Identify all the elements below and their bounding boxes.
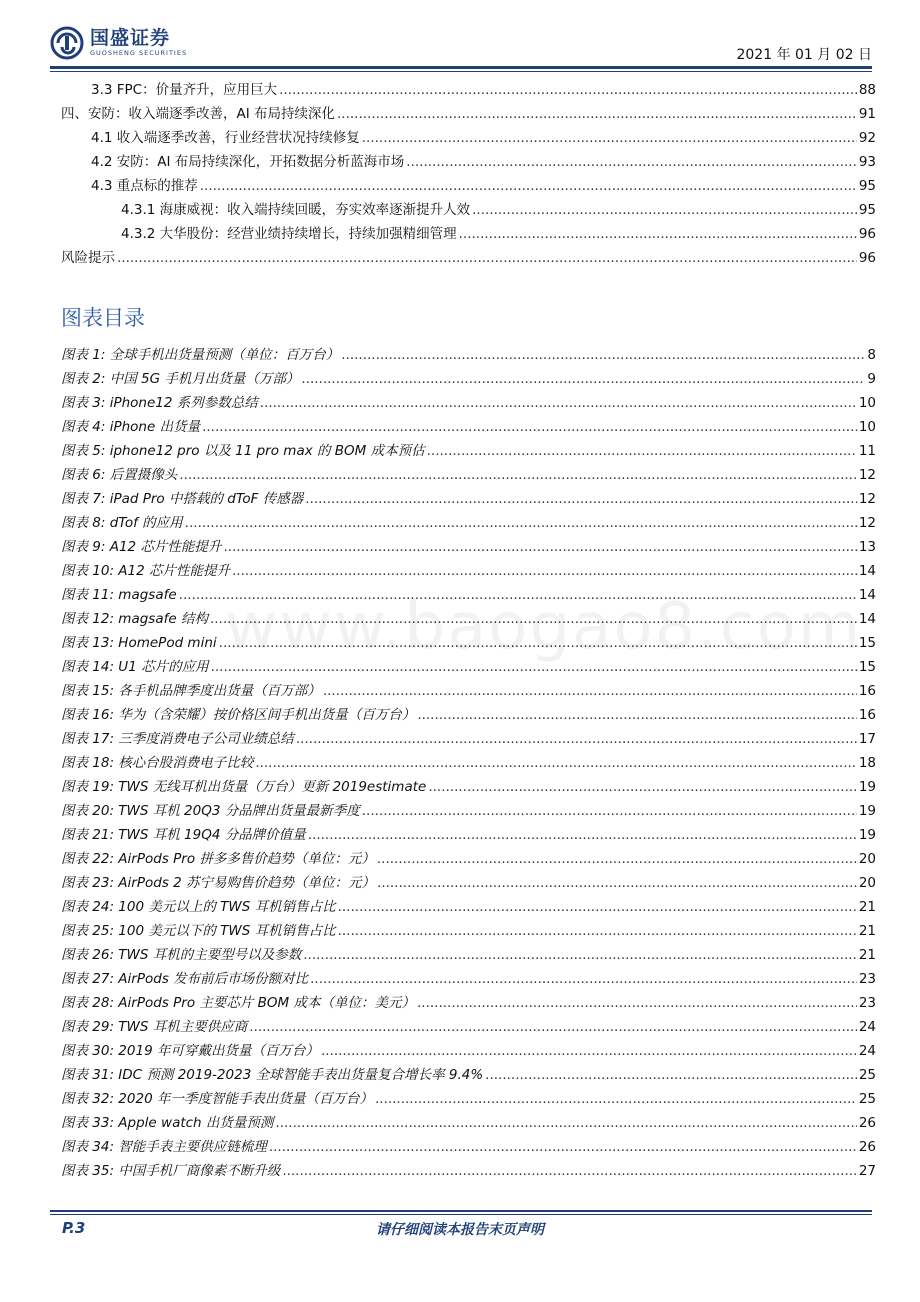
dot-leader <box>117 250 857 266</box>
company-logo <box>50 26 187 60</box>
entry-page-number: 21 <box>858 899 876 915</box>
toc-entry[interactable] <box>61 703 876 727</box>
dot-leader <box>417 995 857 1011</box>
entry-page-number: 13 <box>858 539 876 555</box>
dot-leader <box>377 875 857 891</box>
page-header <box>50 22 872 72</box>
entry-page-number: 9 <box>867 371 876 387</box>
footer-disclaimer: 请仔细阅读本报告末页声明 <box>376 1222 544 1238</box>
dot-leader <box>341 347 865 363</box>
page-number: P.3 <box>62 1219 86 1237</box>
dot-leader <box>323 683 857 699</box>
toc-entry[interactable] <box>61 1159 876 1183</box>
entry-title: 图表 19: TWS 无线耳机出货量（万台）更新 2019estimate <box>61 779 427 795</box>
toc-entry[interactable] <box>61 367 876 391</box>
dot-leader <box>202 419 857 435</box>
dot-leader <box>308 827 857 843</box>
entry-page-number: 25 <box>858 1067 876 1083</box>
entry-title: 4.3.2 大华股份：经营业绩持续增长，持续加强精细管理 <box>121 226 457 242</box>
entry-page-number: 95 <box>858 178 876 194</box>
entry-page-number: 10 <box>858 395 876 411</box>
toc-entry[interactable] <box>61 1135 876 1159</box>
entry-page-number: 23 <box>858 995 876 1011</box>
entry-page-number: 16 <box>858 683 876 699</box>
entry-page-number: 12 <box>858 467 876 483</box>
entry-title: 图表 26: TWS 耳机的主要型号以及参数 <box>61 947 302 963</box>
dot-leader <box>337 106 857 122</box>
dot-leader <box>375 1091 857 1107</box>
entry-page-number: 26 <box>858 1139 876 1155</box>
dot-leader <box>338 899 857 915</box>
entry-title: 图表 15: 各手机品牌季度出货量（百万部） <box>61 683 321 699</box>
entry-title: 4.2 安防：AI 布局持续深化，开拓数据分析蓝海市场 <box>91 154 405 170</box>
dot-leader <box>282 1163 857 1179</box>
toc-entry[interactable] <box>61 343 876 367</box>
toc-entry[interactable] <box>61 847 876 871</box>
entry-title: 图表 23: AirPods 2 苏宁易购售价趋势（单位：元） <box>61 875 376 891</box>
toc-entry[interactable] <box>61 150 876 174</box>
toc-entry[interactable] <box>61 439 876 463</box>
dot-leader <box>362 803 857 819</box>
watermark: www.baogao8.com <box>225 590 863 664</box>
entry-title: 图表 17: 三季度消费电子公司业绩总结 <box>61 731 294 747</box>
toc-entry[interactable] <box>61 102 876 126</box>
dot-leader <box>301 371 865 387</box>
entry-title: 四、安防：收入端逐季改善，AI 布局持续深化 <box>61 106 336 122</box>
toc-entry[interactable] <box>61 1063 876 1087</box>
dot-leader <box>338 923 857 939</box>
dot-leader <box>269 1139 857 1155</box>
dot-leader <box>485 1067 857 1083</box>
entry-title: 3.3 FPC：价量齐升，应用巨大 <box>91 82 278 98</box>
entry-page-number: 11 <box>858 443 876 459</box>
dot-leader <box>255 755 857 771</box>
toc-entry[interactable] <box>61 198 876 222</box>
entry-page-number: 12 <box>858 491 876 507</box>
entry-title: 图表 1: 全球手机出货量预测（单位：百万台） <box>61 347 340 363</box>
entry-page-number: 96 <box>858 250 876 266</box>
entry-title: 图表 20: TWS 耳机 20Q3 分品牌出货量最新季度 <box>61 803 360 819</box>
entry-title: 图表 4: iPhone 出货量 <box>61 419 201 435</box>
entry-title: 图表 32: 2020 年一季度智能手表出货量（百万台） <box>61 1091 373 1107</box>
toc-entry[interactable] <box>61 943 876 967</box>
toc-entry[interactable] <box>61 487 876 511</box>
toc-entry[interactable] <box>61 1039 876 1063</box>
entry-title: 图表 18: 核心台股消费电子比较 <box>61 755 254 771</box>
entry-page-number: 10 <box>858 419 876 435</box>
dot-leader <box>223 539 856 555</box>
entry-page-number: 21 <box>858 923 876 939</box>
entry-title: 风险提示 <box>61 250 115 266</box>
entry-title: 图表 7: iPad Pro 中搭载的 dToF 传感器 <box>61 491 304 507</box>
entry-title: 图表 34: 智能手表主要供应链梳理 <box>61 1139 267 1155</box>
toc-entry[interactable] <box>61 679 876 703</box>
toc-entry[interactable] <box>61 174 876 198</box>
entry-title: 图表 10: A12 芯片性能提升 <box>61 563 231 579</box>
entry-page-number: 8 <box>867 347 876 363</box>
toc-entry[interactable] <box>61 895 876 919</box>
entry-title: 图表 3: iPhone12 系列参数总结 <box>61 395 258 411</box>
entry-title: 图表 33: Apple watch 出货量预测 <box>61 1115 274 1131</box>
entry-title: 图表 2: 中国 5G 手机月出货量（万部） <box>61 371 300 387</box>
toc-entry[interactable] <box>61 1111 876 1135</box>
entry-page-number: 26 <box>858 1115 876 1131</box>
entry-title: 图表 22: AirPods Pro 拼多多售价趋势（单位：元） <box>61 851 375 867</box>
logo-name-cn: 国盛证券 <box>90 27 171 49</box>
dot-leader <box>179 467 857 483</box>
entry-title: 图表 29: TWS 耳机主要供应商 <box>61 1019 248 1035</box>
entry-page-number: 19 <box>858 779 876 795</box>
toc-entry[interactable] <box>61 751 876 775</box>
entry-page-number: 17 <box>858 731 876 747</box>
entry-page-number: 24 <box>858 1043 876 1059</box>
dot-leader <box>377 851 857 867</box>
entry-title: 图表 5: iphone12 pro 以及 11 pro max 的 BOM 成本预估 <box>61 443 425 459</box>
toc-entry[interactable] <box>61 415 876 439</box>
entry-title: 图表 13: HomePod mini <box>61 635 217 651</box>
table-of-contents <box>61 78 876 270</box>
entry-page-number: 21 <box>858 947 876 963</box>
toc-entry[interactable] <box>61 246 876 270</box>
dot-leader <box>417 707 857 723</box>
entry-page-number: 19 <box>858 803 876 819</box>
dot-leader <box>249 1019 857 1035</box>
dot-leader <box>362 130 857 146</box>
entry-title: 图表 25: 100 美元以下的 TWS 耳机销售占比 <box>61 923 336 939</box>
dot-leader <box>428 779 856 795</box>
dot-leader <box>305 491 857 507</box>
toc-entry[interactable] <box>61 463 876 487</box>
entry-title: 图表 11: magsafe <box>61 587 177 603</box>
entry-page-number: 12 <box>858 515 876 531</box>
dot-leader <box>427 443 857 459</box>
entry-page-number: 15 <box>858 659 876 675</box>
entry-page-number: 14 <box>858 563 876 579</box>
toc-entry[interactable] <box>61 1087 876 1111</box>
toc-entry[interactable] <box>61 799 876 823</box>
entry-page-number: 20 <box>858 851 876 867</box>
header-divider-thin <box>50 71 872 72</box>
entry-page-number: 23 <box>858 971 876 987</box>
entry-page-number: 25 <box>858 1091 876 1107</box>
entry-page-number: 14 <box>858 587 876 603</box>
entry-title: 4.1 收入端逐季改善，行业经营状况持续修复 <box>91 130 360 146</box>
entry-title: 图表 8: dTof 的应用 <box>61 515 183 531</box>
dot-leader <box>200 178 857 194</box>
toc-entry[interactable] <box>61 991 876 1015</box>
toc-entry[interactable] <box>61 823 876 847</box>
footer-divider-thin <box>50 1214 872 1215</box>
dot-leader <box>310 971 857 987</box>
dot-leader <box>459 226 857 242</box>
toc-entry[interactable] <box>61 126 876 150</box>
logo-name-en: GUOSHENG SECURITIES <box>90 49 188 57</box>
entry-title: 图表 31: IDC 预测 2019-2023 全球智能手表出货量复合增长率 9.4% <box>61 1067 484 1083</box>
entry-title: 图表 27: AirPods 发布前后市场份额对比 <box>61 971 309 987</box>
toc-entry[interactable] <box>61 775 876 799</box>
entry-title: 图表 16: 华为（含荣耀）按价格区间手机出货量（百万台） <box>61 707 416 723</box>
entry-page-number: 95 <box>858 202 876 218</box>
toc-entry[interactable] <box>61 78 876 102</box>
entry-title: 4.3.1 海康威视：收入端持续回暖，夯实效率逐渐提升人效 <box>121 202 471 218</box>
toc-entry[interactable] <box>61 727 876 751</box>
entry-page-number: 93 <box>858 154 876 170</box>
entry-page-number: 91 <box>858 106 876 122</box>
entry-page-number: 92 <box>858 130 876 146</box>
dot-leader <box>260 395 857 411</box>
toc-entry[interactable] <box>61 511 876 535</box>
entry-page-number: 27 <box>858 1163 876 1179</box>
figures-section-title: 图表目录 <box>61 306 145 330</box>
entry-title: 图表 28: AirPods Pro 主要芯片 BOM 成本（单位：美元） <box>61 995 415 1011</box>
entry-page-number: 96 <box>858 226 876 242</box>
toc-entry[interactable] <box>61 871 876 895</box>
entry-title: 图表 35: 中国手机厂商像素不断升级 <box>61 1163 281 1179</box>
toc-entry[interactable] <box>61 1015 876 1039</box>
dot-leader <box>296 731 857 747</box>
dot-leader <box>275 1115 856 1131</box>
entry-title: 图表 12: magsafe 结构 <box>61 611 208 627</box>
dot-leader <box>406 154 857 170</box>
dot-leader <box>303 947 857 963</box>
entry-page-number: 20 <box>858 875 876 891</box>
entry-page-number: 14 <box>858 611 876 627</box>
entry-title: 图表 24: 100 美元以上的 TWS 耳机销售占比 <box>61 899 336 915</box>
entry-page-number: 24 <box>858 1019 876 1035</box>
footer-divider <box>50 1210 872 1212</box>
entry-page-number: 19 <box>858 827 876 843</box>
dot-leader <box>279 82 857 98</box>
header-divider <box>50 66 872 69</box>
entry-title: 图表 14: U1 芯片的应用 <box>61 659 209 675</box>
dot-leader <box>232 563 857 579</box>
dot-leader <box>472 202 857 218</box>
logo-icon <box>50 26 84 60</box>
entry-title: 图表 9: A12 芯片性能提升 <box>61 539 222 555</box>
toc-entry[interactable] <box>61 919 876 943</box>
toc-entry[interactable] <box>61 559 876 583</box>
report-date: 2021 年 01 月 02 日 <box>736 47 872 63</box>
toc-entry[interactable] <box>61 391 876 415</box>
entry-page-number: 88 <box>858 82 876 98</box>
toc-entry[interactable] <box>61 967 876 991</box>
entry-title: 图表 21: TWS 耳机 19Q4 分品牌价值量 <box>61 827 306 843</box>
dot-leader <box>321 1043 857 1059</box>
entry-title: 图表 30: 2019 年可穿戴出货量（百万台） <box>61 1043 319 1059</box>
entry-title: 图表 6: 后置摄像头 <box>61 467 178 483</box>
toc-entry[interactable] <box>61 222 876 246</box>
entry-page-number: 15 <box>858 635 876 651</box>
entry-title: 4.3 重点标的推荐 <box>91 178 198 194</box>
dot-leader <box>185 515 857 531</box>
entry-page-number: 18 <box>858 755 876 771</box>
toc-entry[interactable] <box>61 535 876 559</box>
list-of-figures <box>61 343 876 1183</box>
entry-page-number: 16 <box>858 707 876 723</box>
